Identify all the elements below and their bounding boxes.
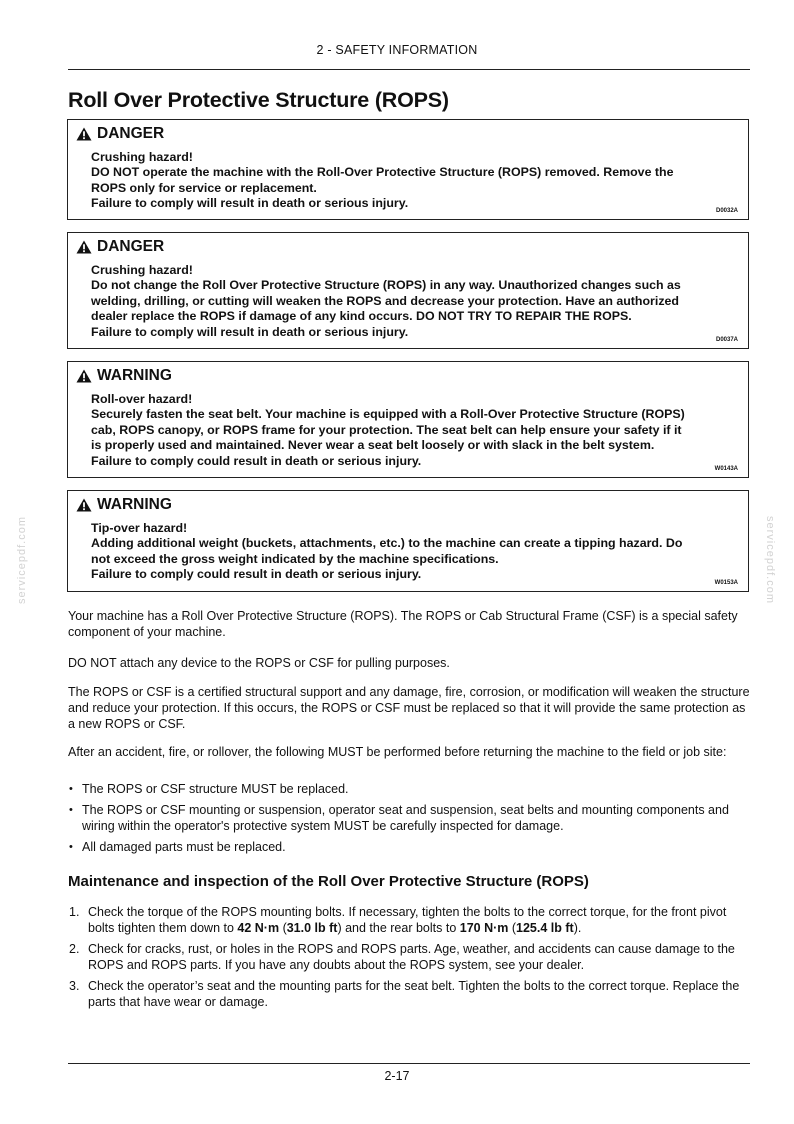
warning-triangle-icon <box>76 127 92 141</box>
paragraph-certified-structure <box>68 684 750 732</box>
notice-text <box>91 521 731 583</box>
step-text: Check for cracks, rust, or holes in the ROPS and ROPS parts. Age, weather, and accidents can cause damage to the ROPS and ROPS parts. If you have any doubts about the ROPS system, see your dealer. <box>88 942 735 972</box>
running-header: 2 - SAFETY INFORMATION <box>316 43 478 57</box>
paragraph-no-pulling <box>68 655 750 671</box>
paragraph-after-accident <box>68 744 750 760</box>
step-number: 1. <box>69 905 80 919</box>
notice-line: Failure to comply will result in death or serious injury. <box>91 324 409 339</box>
notice-line: Failure to comply could result in death or serious injury. <box>91 567 422 582</box>
warning-triangle-icon <box>76 498 92 512</box>
notice-code: W0143A <box>714 466 738 472</box>
torque-value: 125.4 lb ft <box>516 921 574 935</box>
warning-triangle-icon <box>76 369 92 383</box>
footer-rule <box>68 1063 750 1064</box>
step-text: ) and the rear bolts to <box>337 921 460 935</box>
watermark-left: servicepdf.com <box>16 516 28 604</box>
notice-line: Crushing hazard! <box>91 263 193 277</box>
warning-notice-tip-over <box>67 490 749 592</box>
notice-line: Do not change the Roll Over Protective Structure (ROPS) in any way. Unauthorized changes such as <box>91 278 681 293</box>
notice-heading <box>76 125 164 143</box>
paragraph-rops-intro <box>68 608 750 640</box>
notice-level: DANGER <box>97 238 165 255</box>
step-number: 3. <box>69 979 80 993</box>
torque-value: 42 N·m <box>237 921 280 935</box>
notice-line: ROPS only for service or replacement. <box>91 180 317 195</box>
step-text: ). <box>573 921 582 935</box>
danger-notice-rops-modification <box>67 232 749 349</box>
notice-line: DO NOT operate the machine with the Roll-Over Protective Structure (ROPS) removed. Remove the <box>91 165 674 180</box>
list-item: • The ROPS or CSF mounting or suspension, operator seat and suspension, seat belts and mounting components and wiring within the operator's protective system MUST be carefully inspected for damage. <box>68 802 750 834</box>
notice-level: DANGER <box>97 125 165 142</box>
header-rule <box>68 69 750 70</box>
step-text: Check the torque of the ROPS mounting bolts. If necessary, tighten the bolts to the correct torque, for the front pivot bolts tighten them down to <box>88 905 727 935</box>
paragraph-text: DO NOT attach any device to the ROPS or CSF for pulling purposes. <box>68 656 450 670</box>
page-title: Roll Over Protective Structure (ROPS) <box>68 88 449 112</box>
notice-level: WARNING <box>97 367 172 384</box>
warning-notice-roll-over <box>67 361 749 478</box>
notice-line: Adding additional weight (buckets, attachments, etc.) to the machine can create a tipping hazard. Do <box>91 536 683 551</box>
notice-code: D0037A <box>715 337 738 343</box>
notice-heading <box>76 238 164 256</box>
notice-line: Roll-over hazard! <box>91 392 193 406</box>
notice-line: Failure to comply could result in death or serious injury. <box>91 453 422 468</box>
paragraph-text: After an accident, fire, or rollover, the following MUST be performed before returning the machine to the field or job site: <box>68 745 727 759</box>
notice-level: WARNING <box>97 496 172 513</box>
notice-line: cab, ROPS canopy, or ROPS frame for your protection. The seat belt can help ensure your safety if it <box>91 422 682 437</box>
torque-value: 31.0 lb ft <box>286 921 338 935</box>
notice-line: is properly used and maintained. Never wear a seat belt loosely or with slack in the belt system. <box>91 438 655 453</box>
notice-code: D0032A <box>715 208 738 214</box>
list-item: • All damaged parts must be replaced. <box>68 839 750 855</box>
list-item: • The ROPS or CSF structure MUST be replaced. <box>68 781 750 797</box>
danger-notice-rops-removed <box>67 119 749 220</box>
notice-line: not exceed the gross weight indicated by the machine specifications. <box>91 551 499 566</box>
notice-heading <box>76 496 172 514</box>
list-item <box>68 978 750 1010</box>
notice-line: Tip-over hazard! <box>91 521 188 535</box>
watermark-right: servicepdf.com <box>764 516 776 604</box>
notice-line: Failure to comply will result in death or serious injury. <box>91 196 409 211</box>
notice-code: W0153A <box>714 580 738 586</box>
paragraph-text: The ROPS or CSF is a certified structural support and any damage, fire, corrosion, or modification will weaken the structure and reduce your protection. If this occurs, the ROPS or CSF must be replaced so that it will provide the same protection as a new ROPS or CSF. <box>68 685 750 731</box>
step-text: Check the operator’s seat and the mounting parts for the seat belt. Tighten the bolts to the correct torque. Replace the parts that have wear or damage. <box>88 979 740 1009</box>
torque-value: 170 N·m <box>459 921 509 935</box>
page-number: 2-17 <box>384 1069 410 1083</box>
notice-line: dealer replace the ROPS if damage of any kind occurs. DO NOT TRY TO REPAIR THE ROPS. <box>91 309 632 324</box>
notice-line: Crushing hazard! <box>91 150 193 164</box>
notice-line: welding, drilling, or cutting will weaken the ROPS and decrease your protection. Have an authorized <box>91 293 679 308</box>
list-item <box>68 941 750 973</box>
step-text: ( <box>279 921 287 935</box>
warning-triangle-icon <box>76 240 92 254</box>
list-item <box>68 904 750 936</box>
section-heading: Maintenance and inspection of the Roll Over Protective Structure (ROPS) <box>68 873 589 890</box>
notice-text <box>91 392 731 469</box>
notice-text <box>91 263 731 340</box>
step-number: 2. <box>69 942 80 956</box>
step-text: ( <box>508 921 517 935</box>
maintenance-steps <box>68 904 750 1010</box>
paragraph-text: Your machine has a Roll Over Protective Structure (ROPS). The ROPS or Cab Structural Frame (CSF) is a special safety component of your machine. <box>68 609 738 639</box>
notice-text <box>91 150 731 212</box>
notice-heading <box>76 367 172 385</box>
required-actions-list <box>68 781 750 855</box>
notice-line: Securely fasten the seat belt. Your machine is equipped with a Roll-Over Protective Structure (ROPS) <box>91 407 685 422</box>
